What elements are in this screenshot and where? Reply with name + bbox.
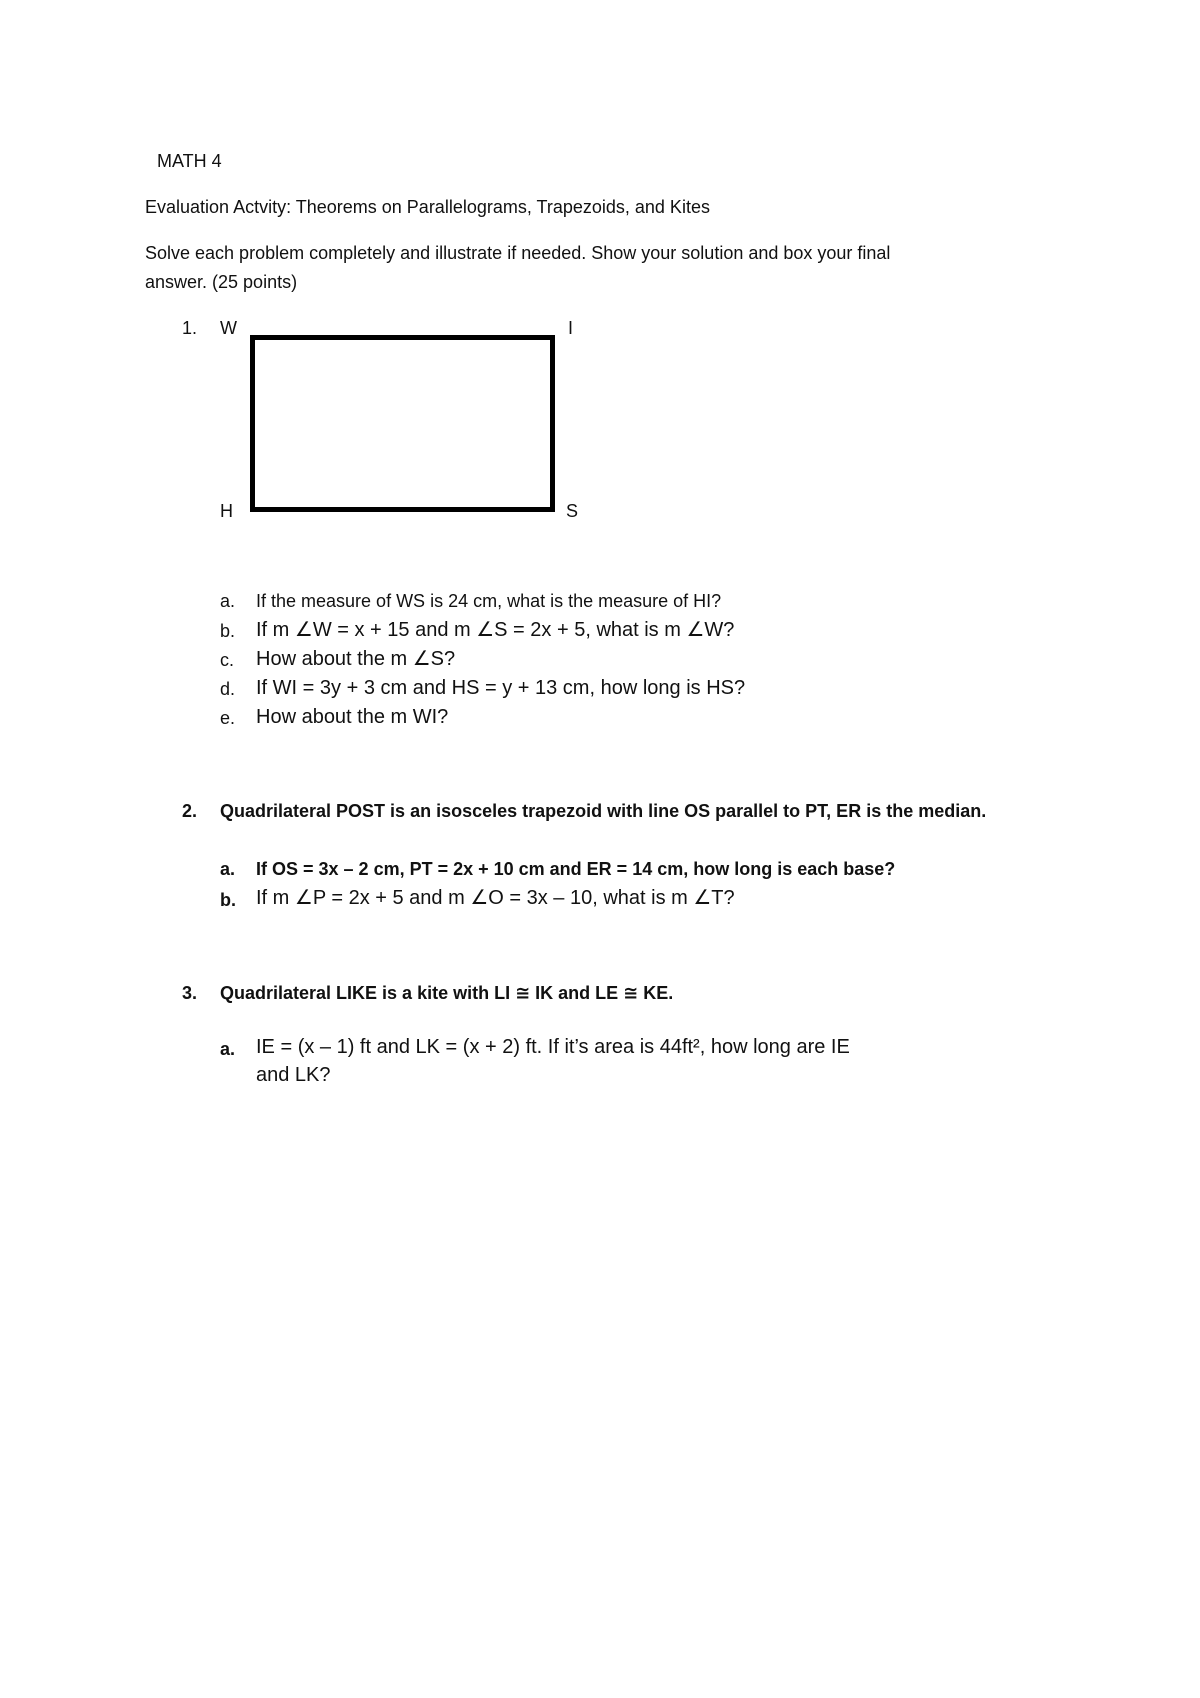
instructions-line-1: Solve each problem completely and illustrate if needed. Show your solution and box your final	[145, 243, 891, 263]
problem-2-number: 2.	[182, 801, 198, 821]
problem-3-statement: Quadrilateral LIKE is a kite with LI ≅ IK and LE ≅ KE.	[220, 983, 674, 1003]
vertex-label-w: W	[220, 318, 237, 338]
course-title: MATH 4	[157, 151, 222, 171]
problem-2a-text: If OS = 3x – 2 cm, PT = 2x + 10 cm and ER = 14 cm, how long is each base?	[256, 859, 896, 879]
problem-3a-text-line-1: IE = (x – 1) ft and LK = (x + 2) ft. If it’s area is 44ft², how long are IE	[256, 1036, 850, 1058]
vertex-label-h: H	[220, 501, 233, 521]
problem-2b-letter: b.	[220, 890, 236, 910]
problem-1d-text: If WI = 3y + 3 cm and HS = y + 13 cm, how long is HS?	[256, 677, 746, 699]
problem-1e-letter: e.	[220, 708, 236, 728]
instructions-line-2: answer. (25 points)	[145, 272, 298, 292]
problem-1a-letter: a.	[220, 591, 236, 611]
rectangle-whis-figure	[250, 335, 555, 512]
problem-2a-letter: a.	[220, 859, 236, 879]
problem-2b-text: If m ∠P = 2x + 5 and m ∠O = 3x – 10, what is m ∠T?	[256, 887, 735, 909]
activity-title: Evaluation Actvity: Theorems on Parallelograms, Trapezoids, and Kites	[145, 197, 710, 217]
problem-1b-text: If m ∠W = x + 15 and m ∠S = 2x + 5, what is m ∠W?	[256, 619, 735, 641]
problem-1c-letter: c.	[220, 650, 235, 670]
vertex-label-s: S	[566, 501, 579, 521]
vertex-label-i: I	[568, 318, 574, 338]
problem-1-number: 1.	[182, 318, 198, 338]
problem-1d-letter: d.	[220, 679, 236, 699]
problem-1b-letter: b.	[220, 621, 236, 641]
problem-1c-text: How about the m ∠S?	[256, 648, 456, 670]
problem-3-number: 3.	[182, 983, 198, 1003]
problem-3a-letter: a.	[220, 1039, 236, 1059]
problem-2-statement: Quadrilateral POST is an isosceles trapezoid with line OS parallel to PT, ER is the median.	[220, 801, 987, 821]
problem-3a-text-line-2: and LK?	[256, 1064, 331, 1086]
problem-1a-text: If the measure of WS is 24 cm, what is the measure of HI?	[256, 591, 722, 611]
problem-1e-text: How about the m WI?	[256, 706, 449, 728]
